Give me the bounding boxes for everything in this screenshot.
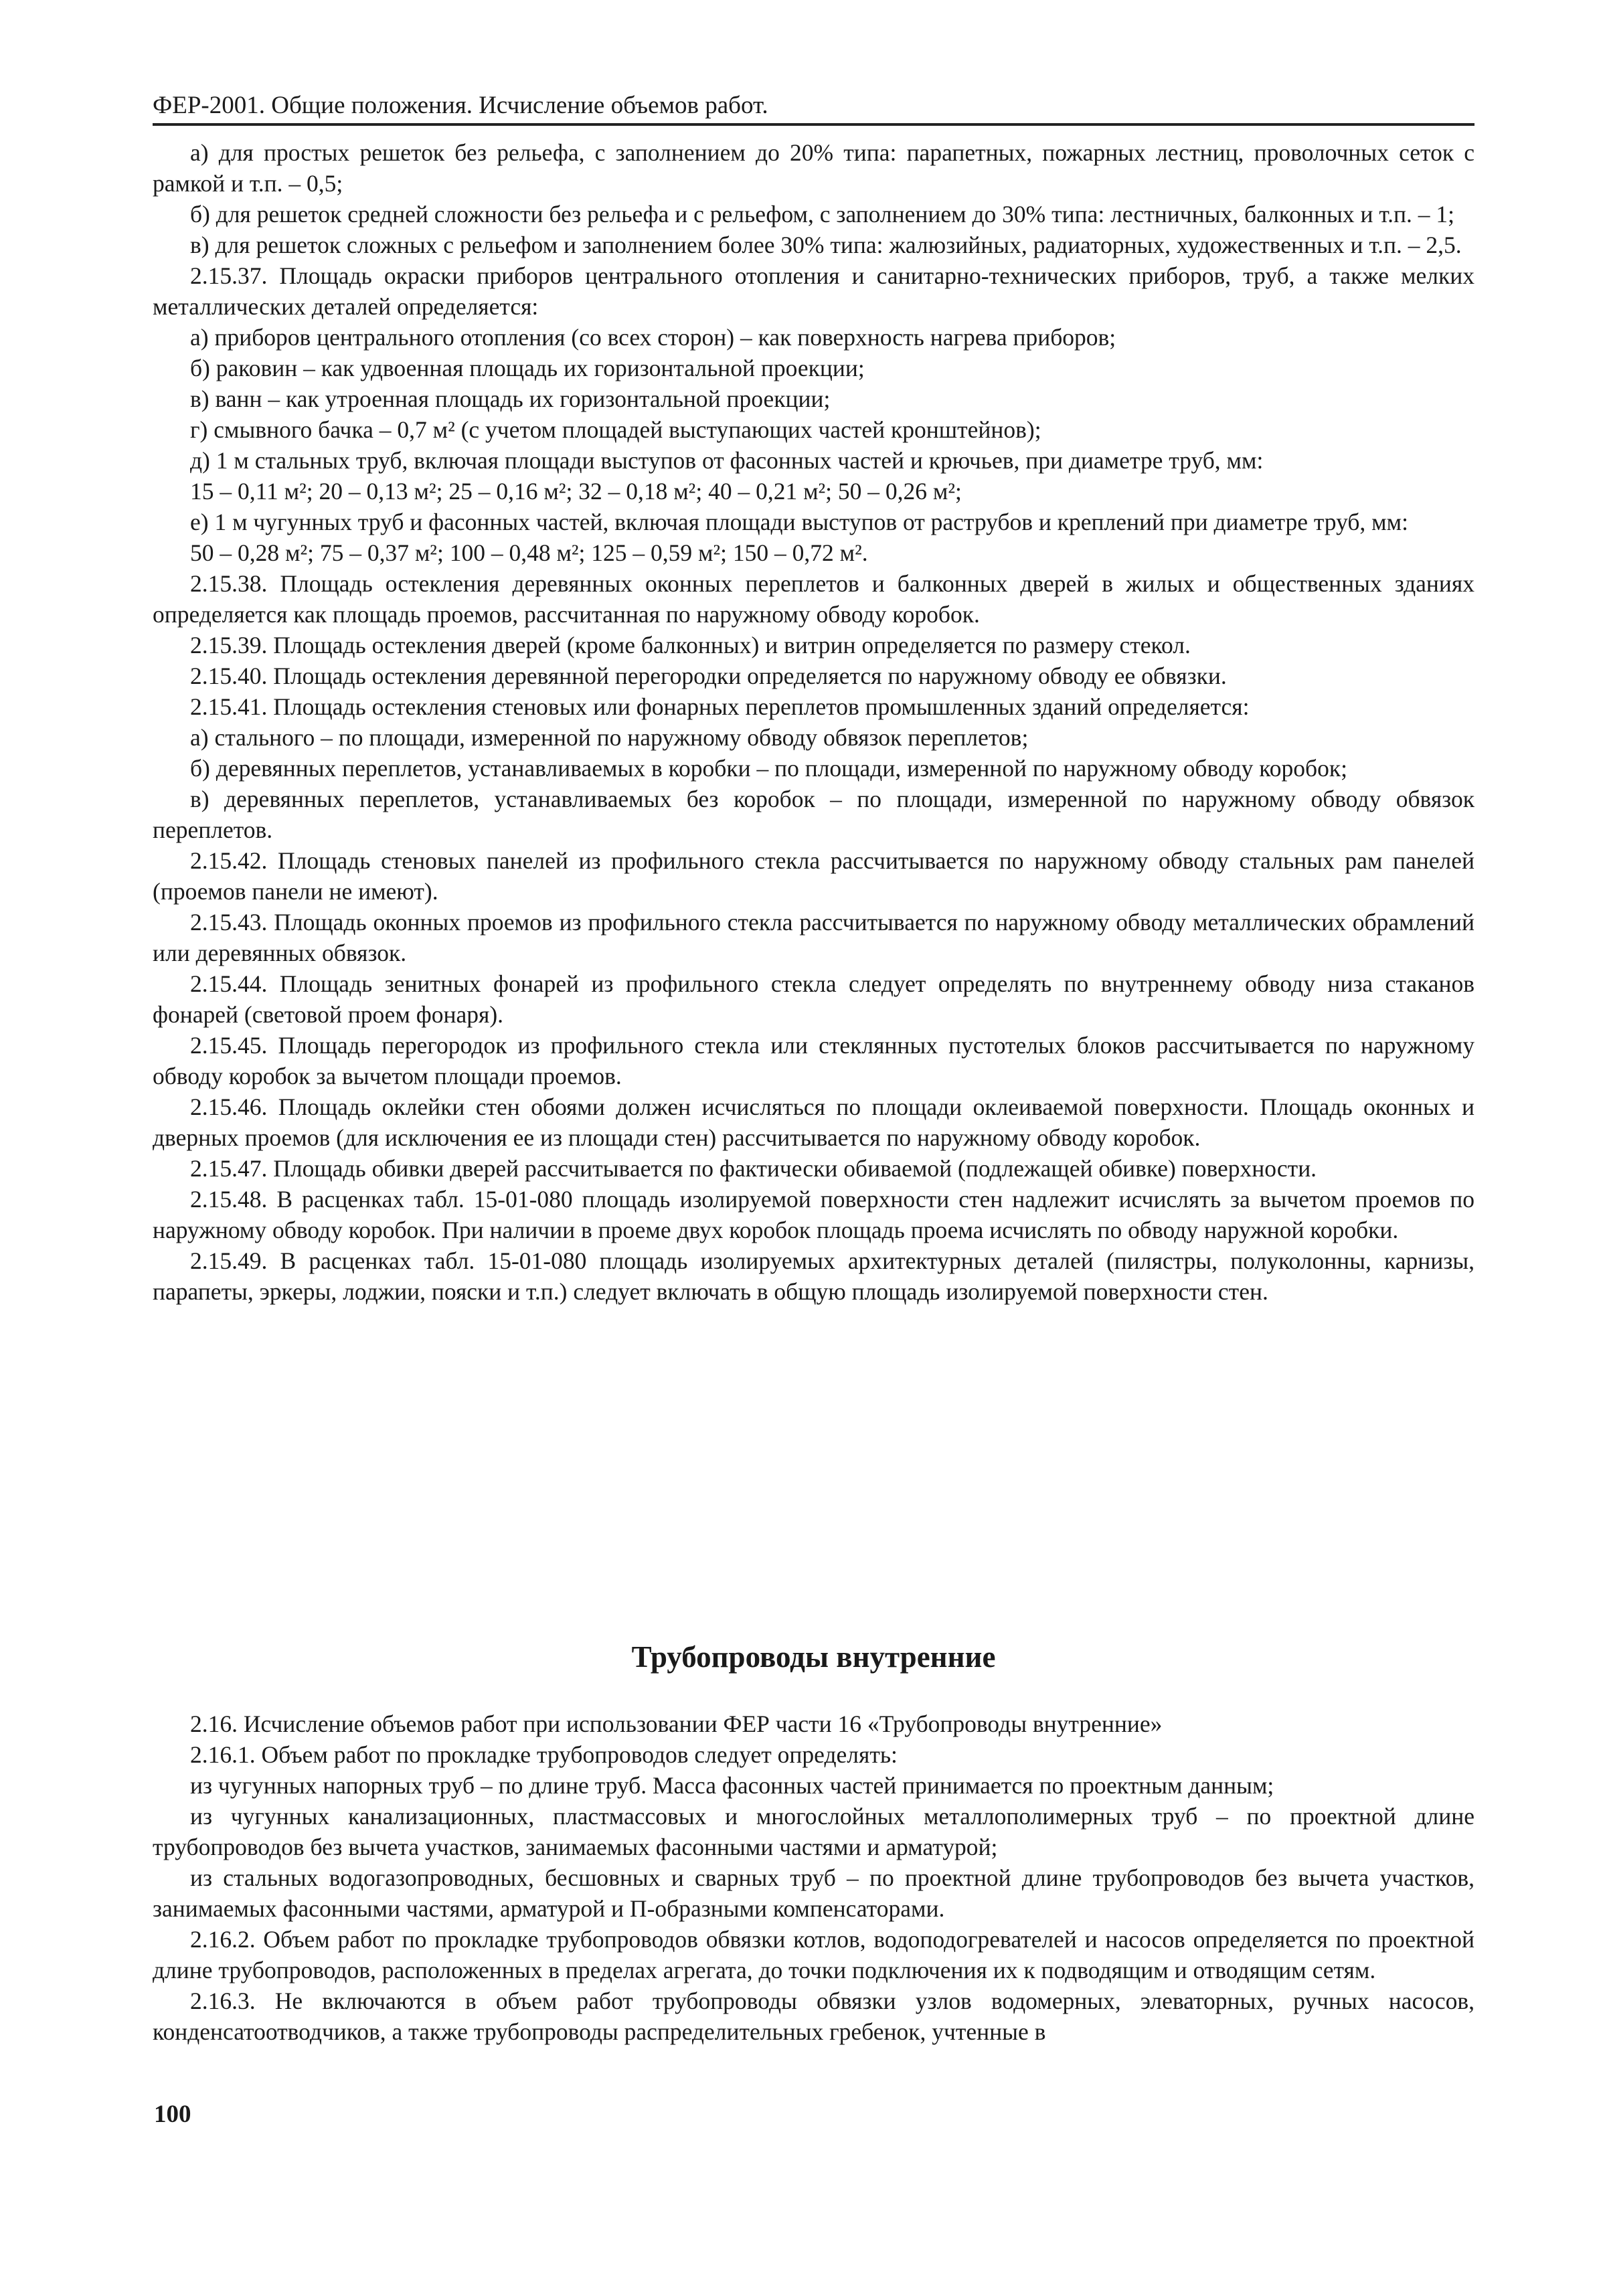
body-text-top: [153, 137, 1474, 1307]
paragraph: г) смывного бачка – 0,7 м² (с учетом площадей выступающих частей кронштейнов);: [190, 416, 1041, 443]
paragraph: а) приборов центрального отопления (со всех сторон) – как поверхность нагрева приборов;: [190, 324, 1116, 351]
steel-pipe-area-values: 15 – 0,11 м²; 20 – 0,13 м²; 25 – 0,16 м²; 32 – 0,18 м²; 40 – 0,21 м²; 50 – 0,26 м²;: [190, 478, 962, 505]
paragraph: в) для решеток сложных с рельефом и заполнением более 30% типа: жалюзийных, радиаторных, художественных и т.п. – 2,5.: [190, 232, 1462, 258]
paragraph: а) стального – по площади, измеренной по наружному обводу обвязок переплетов;: [190, 724, 1029, 751]
paragraph: е) 1 м чугунных труб и фасонных частей, включая площади выступов от раструбов и креплений при диаметре труб, мм:: [190, 509, 1408, 535]
paragraph: 2.16.3. Не включаются в объем работ трубопроводы обвязки узлов водомерных, элеваторных, ручных насосов, конденсатоотводчиков, а также трубопроводы распределительных гребенок, учтенные в: [153, 1988, 1474, 2045]
paragraph: д) 1 м стальных труб, включая площади выступов от фасонных частей и крючьев, при диаметре труб, мм:: [190, 447, 1264, 474]
paragraph: 2.15.40. Площадь остекления деревянной перегородки определяется по наружному обводу ее обвязки.: [190, 663, 1227, 689]
paragraph: 2.15.49. В расценках табл. 15-01-080 площадь изолируемых архитектурных деталей (пилястры, полуколонны, карнизы, парапеты, эркеры, лоджии, пояски и т.п.) следует включать в общую площадь изолируемой поверхности стен.: [153, 1247, 1474, 1305]
body-text-bottom: [153, 1708, 1474, 2047]
paragraph: 2.15.48. В расценках табл. 15-01-080 площадь изолируемой поверхности стен надлежит исчислять за вычетом проемов по наружному обводу коробок. При наличии в проеме двух коробок площадь проема исчислять по обводу наружной коробки.: [153, 1186, 1474, 1243]
paragraph: 2.16.1. Объем работ по прокладке трубопроводов следует определять:: [190, 1741, 898, 1768]
paragraph: из стальных водогазопроводных, бесшовных и сварных труб – по проектной длине трубопроводов без вычета участков, занимаемых фасонными частями, арматурой и П-образными компенсаторами.: [153, 1864, 1474, 1922]
paragraph: 2.15.45. Площадь перегородок из профильного стекла или стеклянных пустотелых блоков рассчитывается по наружному обводу коробок за вычетом площади проемов.: [153, 1032, 1474, 1089]
paragraph: 2.15.41. Площадь остекления стеновых или фонарных переплетов промышленных зданий определяется:: [190, 693, 1250, 720]
header-rule: [153, 123, 1474, 126]
paragraph: в) деревянных переплетов, устанавливаемых без коробок – по площади, измеренной по наружному обводу обвязок переплетов.: [153, 786, 1474, 843]
paragraph: 2.15.38. Площадь остекления деревянных оконных переплетов и балконных дверей в жилых и общественных зданиях определяется как площадь проемов, рассчитанная по наружному обводу коробок.: [153, 570, 1474, 628]
paragraph: 2.15.37. Площадь окраски приборов центрального отопления и санитарно-технических приборов, труб, а также мелких металлических деталей определяется:: [153, 262, 1474, 320]
paragraph: б) раковин – как удвоенная площадь их горизонтальной проекции;: [190, 355, 865, 381]
paragraph: а) для простых решеток без рельефа, с заполнением до 20% типа: парапетных, пожарных лестниц, проволочных сеток с рамкой и т.п. – 0,5;: [153, 139, 1474, 197]
paragraph: б) для решеток средней сложности без рельефа и с рельефом, с заполнением до 30% типа: лестничных, балконных и т.п. – 1;: [190, 201, 1455, 228]
paragraph: 2.16. Исчисление объемов работ при использовании ФЕР части 16 «Трубопроводы внутренние»: [190, 1710, 1163, 1737]
cast-iron-pipe-area-values: 50 – 0,28 м²; 75 – 0,37 м²; 100 – 0,48 м²; 125 – 0,59 м²; 150 – 0,72 м².: [190, 539, 868, 566]
running-header: ФЕР-2001. Общие положения. Исчисление объемов работ.: [153, 92, 768, 119]
paragraph: 2.15.39. Площадь остекления дверей (кроме балконных) и витрин определяется по размеру стекол.: [190, 632, 1191, 658]
paragraph: б) деревянных переплетов, устанавливаемых в коробки – по площади, измеренной по наружному обводу коробок;: [190, 755, 1347, 782]
paragraph: в) ванн – как утроенная площадь их горизонтальной проекции;: [190, 385, 831, 412]
page-number: 100: [154, 2101, 191, 2128]
paragraph: 2.15.46. Площадь оклейки стен обоями должен исчисляться по площади оклеиваемой поверхности. Площадь оконных и дверных проемов (для исключения ее из площади стен) рассчитывается по наружному обводу коробок.: [153, 1093, 1474, 1151]
paragraph: из чугунных напорных труб – по длине труб. Масса фасонных частей принимается по проектным данным;: [190, 1772, 1274, 1799]
paragraph: 2.15.44. Площадь зенитных фонарей из профильного стекла следует определять по внутреннему обводу низа стаканов фонарей (световой проем фонаря).: [153, 970, 1474, 1028]
paragraph: из чугунных канализационных, пластмассовых и многослойных металлополимерных труб – по проектной длине трубопроводов без вычета участков, занимаемых фасонными частями и арматурой;: [153, 1803, 1474, 1860]
paragraph: 2.15.43. Площадь оконных проемов из профильного стекла рассчитывается по наружному обводу металлических обрамлений или деревянных обвязок.: [153, 909, 1474, 966]
paragraph: 2.16.2. Объем работ по прокладке трубопроводов обвязки котлов, водоподогревателей и насосов определяется по проектной длине трубопроводов, расположенных в пределах агрегата, до точки подключения их к подводящим и отводящим сетям.: [153, 1926, 1474, 1983]
section-heading: Трубопроводы внутренние: [631, 1640, 996, 1674]
paragraph: 2.15.42. Площадь стеновых панелей из профильного стекла рассчитывается по наружному обводу стальных рам панелей (проемов панели не имеют).: [153, 847, 1474, 905]
paragraph: 2.15.47. Площадь обивки дверей рассчитывается по фактически обиваемой (подлежащей обивке) поверхности.: [190, 1155, 1317, 1182]
